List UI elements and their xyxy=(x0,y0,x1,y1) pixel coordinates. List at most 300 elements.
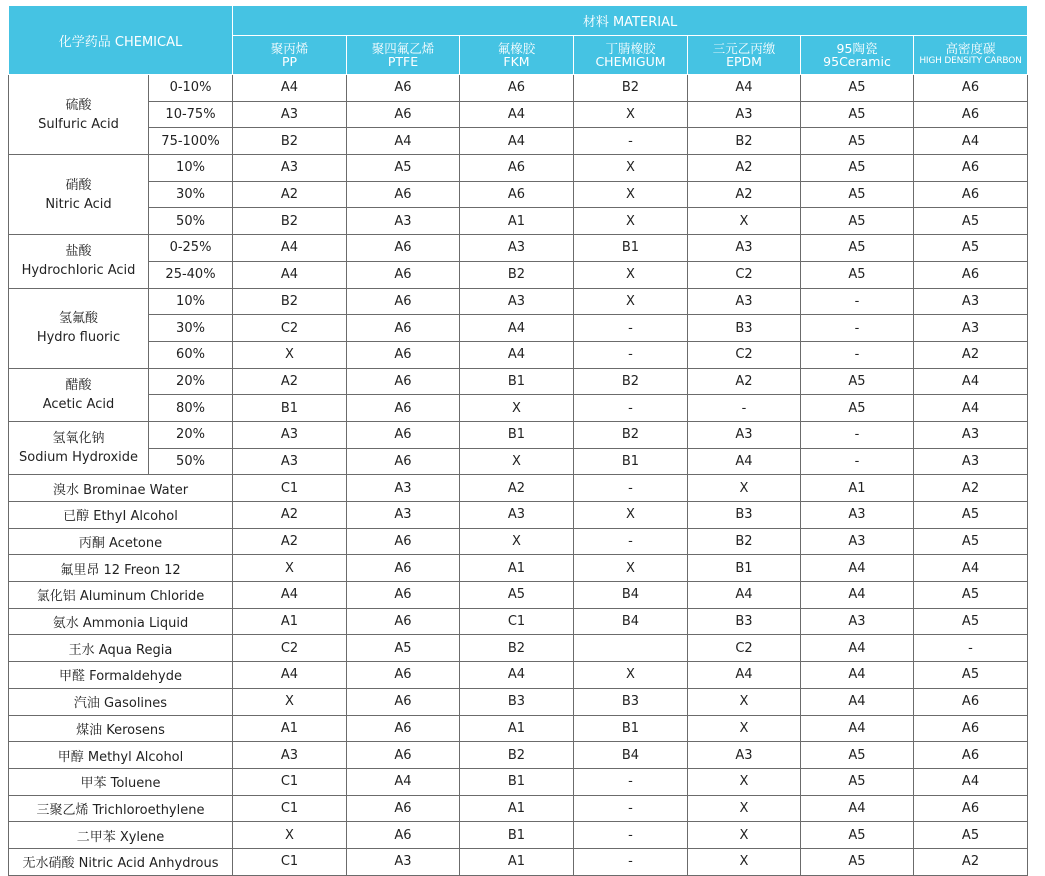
rating-cell: X xyxy=(574,288,688,315)
rating-cell: B3 xyxy=(460,688,574,715)
rating-cell: A2 xyxy=(688,181,801,208)
table-row xyxy=(9,208,1028,235)
rating-cell: X xyxy=(574,155,688,182)
rating-cell: A1 xyxy=(460,795,574,822)
table-row xyxy=(9,101,1028,128)
rating-cell: A6 xyxy=(347,528,460,555)
material-header xyxy=(688,36,801,75)
concentration-cell: 50% xyxy=(149,448,233,475)
rating-cell: B3 xyxy=(688,608,801,635)
rating-cell: A3 xyxy=(914,315,1028,342)
rating-cell: A4 xyxy=(914,395,1028,422)
material-name-cn: 聚丙烯 xyxy=(270,41,309,56)
rating-cell: C2 xyxy=(233,635,347,662)
rating-cell: A2 xyxy=(460,475,574,502)
rating-cell: A2 xyxy=(233,528,347,555)
rating-cell: C1 xyxy=(233,848,347,875)
rating-cell: A5 xyxy=(347,155,460,182)
rating-cell: A4 xyxy=(688,582,801,609)
rating-cell: B2 xyxy=(688,528,801,555)
rating-cell: A6 xyxy=(460,181,574,208)
chemical-name-cell xyxy=(9,288,149,368)
material-name-cn: 丁腈橡胶 xyxy=(605,41,656,56)
rating-cell: B1 xyxy=(233,395,347,422)
rating-cell: A6 xyxy=(914,155,1028,182)
chemical-name-cell: 甲醇 Methyl Alcohol xyxy=(9,742,233,769)
chemical-name-cell xyxy=(9,75,149,155)
rating-cell: - xyxy=(801,421,914,448)
rating-cell: X xyxy=(574,261,688,288)
rating-cell: X xyxy=(233,822,347,849)
rating-cell: C1 xyxy=(460,608,574,635)
rating-cell: A3 xyxy=(688,101,801,128)
rating-cell: A6 xyxy=(347,662,460,689)
chemical-name-en: HydrochIoric Acid xyxy=(21,263,136,279)
table-row xyxy=(9,848,1028,875)
rating-cell: A5 xyxy=(801,128,914,155)
rating-cell: A6 xyxy=(347,421,460,448)
rating-cell: B2 xyxy=(574,75,688,102)
rating-cell: A3 xyxy=(460,502,574,529)
rating-cell: A1 xyxy=(460,555,574,582)
rating-cell: A5 xyxy=(914,608,1028,635)
table-row xyxy=(9,582,1028,609)
rating-cell: C1 xyxy=(233,475,347,502)
rating-cell: B2 xyxy=(233,128,347,155)
rating-cell: - xyxy=(574,395,688,422)
rating-cell: A5 xyxy=(347,635,460,662)
rating-cell: B3 xyxy=(688,315,801,342)
rating-cell: A3 xyxy=(801,608,914,635)
rating-cell: A3 xyxy=(688,288,801,315)
rating-cell: C2 xyxy=(688,635,801,662)
material-name-en: PTFE xyxy=(387,54,419,69)
rating-cell: A4 xyxy=(688,75,801,102)
material-header xyxy=(801,36,914,75)
rating-cell: A3 xyxy=(347,208,460,235)
chemical-name-cell: 无水硝酸 Nitric Acid Anhydrous xyxy=(9,848,233,875)
rating-cell: A4 xyxy=(233,75,347,102)
rating-cell: A6 xyxy=(347,235,460,262)
rating-cell: A5 xyxy=(801,181,914,208)
table-row xyxy=(9,795,1028,822)
rating-cell: A3 xyxy=(914,448,1028,475)
rating-cell: A6 xyxy=(914,795,1028,822)
rating-cell: A1 xyxy=(460,848,574,875)
material-name-cn: 高密度碳 xyxy=(945,41,996,56)
rating-cell: A5 xyxy=(914,528,1028,555)
rating-cell: X xyxy=(574,208,688,235)
rating-cell: A2 xyxy=(688,155,801,182)
table-row xyxy=(9,662,1028,689)
rating-cell: B2 xyxy=(233,208,347,235)
rating-cell: X xyxy=(688,208,801,235)
rating-cell: A5 xyxy=(801,75,914,102)
rating-cell: A1 xyxy=(460,715,574,742)
chemical-name-en: Sulfuric Acid xyxy=(38,116,119,132)
rating-cell: A5 xyxy=(801,235,914,262)
rating-cell: A6 xyxy=(914,742,1028,769)
rating-cell: B2 xyxy=(574,368,688,395)
rating-cell: A2 xyxy=(233,368,347,395)
rating-cell: A2 xyxy=(233,502,347,529)
rating-cell: X xyxy=(574,101,688,128)
rating-cell: A5 xyxy=(801,822,914,849)
rating-cell: A4 xyxy=(914,555,1028,582)
chemical-name-cell: 甲醛 Formaldehyde xyxy=(9,662,233,689)
chemical-name-cell: 王水 Aqua Regia xyxy=(9,635,233,662)
rating-cell: A4 xyxy=(347,128,460,155)
table-row xyxy=(9,315,1028,342)
chemical-name-cn: 醋酸 xyxy=(65,377,92,393)
rating-cell: X xyxy=(460,528,574,555)
rating-cell: A3 xyxy=(233,101,347,128)
rating-cell: A6 xyxy=(347,101,460,128)
rating-cell: A5 xyxy=(914,502,1028,529)
material-header xyxy=(914,36,1028,75)
rating-cell: - xyxy=(574,528,688,555)
chemical-name-en: Acetic Acid xyxy=(42,396,115,412)
rating-cell: A6 xyxy=(347,822,460,849)
rating-cell: A6 xyxy=(347,688,460,715)
chemical-name-cell: 氯化铝 Aluminum Chloride xyxy=(9,582,233,609)
rating-cell: A4 xyxy=(233,582,347,609)
rating-cell: B2 xyxy=(460,635,574,662)
rating-cell: A6 xyxy=(347,608,460,635)
rating-cell: - xyxy=(574,315,688,342)
rating-cell: A3 xyxy=(688,235,801,262)
table-row xyxy=(9,341,1028,368)
material-header xyxy=(233,36,347,75)
concentration-cell: 30% xyxy=(149,181,233,208)
rating-cell xyxy=(574,635,688,662)
concentration-cell: 60% xyxy=(149,341,233,368)
chemical-compatibility-table-container xyxy=(8,5,1028,876)
rating-cell: A4 xyxy=(914,128,1028,155)
table-row xyxy=(9,635,1028,662)
concentration-cell: 10% xyxy=(149,155,233,182)
rating-cell: A4 xyxy=(801,555,914,582)
concentration-cell: 10-75% xyxy=(149,101,233,128)
rating-cell: A6 xyxy=(347,582,460,609)
rating-cell: A3 xyxy=(233,421,347,448)
chemical-name-cn: 硫酸 xyxy=(65,97,92,113)
rating-cell: X xyxy=(460,448,574,475)
rating-cell: A4 xyxy=(801,662,914,689)
rating-cell: A3 xyxy=(233,742,347,769)
table-row xyxy=(9,75,1028,102)
rating-cell: A5 xyxy=(801,261,914,288)
rating-cell: A3 xyxy=(347,848,460,875)
rating-cell: A4 xyxy=(801,795,914,822)
rating-cell: A5 xyxy=(801,768,914,795)
rating-cell: B1 xyxy=(688,555,801,582)
rating-cell: A6 xyxy=(460,155,574,182)
rating-cell: A2 xyxy=(688,368,801,395)
rating-cell: A4 xyxy=(801,582,914,609)
chemical-name-cell: 氟里昂 12 Freon 12 xyxy=(9,555,233,582)
chemical-name-cell: 已醇 EthyI Alcohol xyxy=(9,502,233,529)
chemical-name-cell: 二甲苯 Xylene xyxy=(9,822,233,849)
rating-cell: A4 xyxy=(801,635,914,662)
rating-cell: B1 xyxy=(574,235,688,262)
concentration-cell: 80% xyxy=(149,395,233,422)
rating-cell: A6 xyxy=(347,288,460,315)
concentration-cell: 20% xyxy=(149,368,233,395)
rating-cell: A6 xyxy=(347,341,460,368)
rating-cell: C2 xyxy=(233,315,347,342)
material-name-cn: 氟橡胶 xyxy=(497,41,536,56)
rating-cell: B4 xyxy=(574,742,688,769)
rating-cell: A5 xyxy=(801,742,914,769)
material-name-en: 95Ceramic xyxy=(823,54,891,69)
chemical-name-en: Nitric Acid xyxy=(45,196,112,212)
rating-cell: B3 xyxy=(574,688,688,715)
rating-cell: A5 xyxy=(914,582,1028,609)
concentration-cell: 30% xyxy=(149,315,233,342)
table-row xyxy=(9,608,1028,635)
rating-cell: B2 xyxy=(460,742,574,769)
rating-cell: A5 xyxy=(801,101,914,128)
rating-cell: B2 xyxy=(460,261,574,288)
rating-cell: A5 xyxy=(914,208,1028,235)
rating-cell: A6 xyxy=(347,261,460,288)
rating-cell: A2 xyxy=(914,475,1028,502)
rating-cell: X xyxy=(688,768,801,795)
table-row xyxy=(9,181,1028,208)
rating-cell: A3 xyxy=(801,502,914,529)
rating-cell: B2 xyxy=(688,128,801,155)
rating-cell: X xyxy=(688,795,801,822)
rating-cell: - xyxy=(574,848,688,875)
rating-cell: B4 xyxy=(574,608,688,635)
rating-cell: A6 xyxy=(914,261,1028,288)
chemical-name-cell: 煤油 Kerosens xyxy=(9,715,233,742)
material-name-cn: 95陶瓷 xyxy=(836,41,878,56)
table-body xyxy=(9,75,1028,876)
table-row xyxy=(9,235,1028,262)
rating-cell: A4 xyxy=(460,341,574,368)
rating-cell: X xyxy=(688,715,801,742)
rating-cell: X xyxy=(574,502,688,529)
table-row xyxy=(9,128,1028,155)
rating-cell: B4 xyxy=(574,582,688,609)
rating-cell: A6 xyxy=(347,795,460,822)
rating-cell: A5 xyxy=(914,235,1028,262)
rating-cell: A5 xyxy=(801,155,914,182)
chemical-name-cell: 甲苯 Toluene xyxy=(9,768,233,795)
rating-cell: A1 xyxy=(233,715,347,742)
table-row xyxy=(9,421,1028,448)
rating-cell: C1 xyxy=(233,768,347,795)
rating-cell: X xyxy=(233,341,347,368)
rating-cell: B1 xyxy=(460,768,574,795)
table-row xyxy=(9,528,1028,555)
rating-cell: B2 xyxy=(574,421,688,448)
chemical-name-cn: 硝酸 xyxy=(65,177,92,193)
rating-cell: A6 xyxy=(914,75,1028,102)
rating-cell: X xyxy=(688,848,801,875)
rating-cell: X xyxy=(688,475,801,502)
rating-cell: - xyxy=(574,341,688,368)
rating-cell: B2 xyxy=(233,288,347,315)
rating-cell: A4 xyxy=(914,368,1028,395)
rating-cell: C2 xyxy=(688,261,801,288)
table-row xyxy=(9,368,1028,395)
material-name-cn: 聚四氟乙烯 xyxy=(371,41,435,56)
rating-cell: A4 xyxy=(801,688,914,715)
rating-cell: A1 xyxy=(460,208,574,235)
rating-cell: X xyxy=(460,395,574,422)
table-row xyxy=(9,475,1028,502)
chemical-compatibility-table xyxy=(8,5,1028,876)
rating-cell: A4 xyxy=(233,261,347,288)
table-row xyxy=(9,155,1028,182)
chemical-name-en: Hydro fluoric xyxy=(36,330,121,346)
material-name-en: CHEMIGUM xyxy=(595,54,666,69)
material-name-en: HIGH DENSITY CARBON xyxy=(919,56,1022,66)
rating-cell: X xyxy=(574,181,688,208)
rating-cell: - xyxy=(801,288,914,315)
rating-cell: X xyxy=(233,555,347,582)
rating-cell: X xyxy=(574,555,688,582)
rating-cell: A6 xyxy=(914,715,1028,742)
rating-cell: A2 xyxy=(914,848,1028,875)
chemical-name-en: Sodium Hydroxide xyxy=(19,450,138,466)
rating-cell: A6 xyxy=(347,555,460,582)
rating-cell: A4 xyxy=(460,101,574,128)
rating-cell: A3 xyxy=(233,448,347,475)
material-name-en: EPDM xyxy=(726,54,762,69)
rating-cell: A4 xyxy=(688,448,801,475)
table-row xyxy=(9,448,1028,475)
rating-cell: C2 xyxy=(688,341,801,368)
rating-cell: A6 xyxy=(347,395,460,422)
rating-cell: A6 xyxy=(347,315,460,342)
chemical-name-cn: 氢氧化钠 xyxy=(52,431,105,447)
rating-cell: B1 xyxy=(460,822,574,849)
rating-cell: A6 xyxy=(347,448,460,475)
rating-cell: A4 xyxy=(233,662,347,689)
rating-cell: - xyxy=(574,795,688,822)
material-name-cn: 三元乙丙缴 xyxy=(712,41,776,56)
rating-cell: A2 xyxy=(914,341,1028,368)
rating-cell: - xyxy=(801,315,914,342)
chemical-name-cell: 丙酮 Acetone xyxy=(9,528,233,555)
rating-cell: A6 xyxy=(347,75,460,102)
rating-cell: A1 xyxy=(233,608,347,635)
concentration-cell: 10% xyxy=(149,288,233,315)
rating-cell: X xyxy=(574,662,688,689)
concentration-cell: 25-40% xyxy=(149,261,233,288)
material-header xyxy=(574,36,688,75)
chemical-name-cell xyxy=(9,235,149,288)
rating-cell: B3 xyxy=(688,502,801,529)
rating-cell: B1 xyxy=(574,715,688,742)
rating-cell: A5 xyxy=(801,368,914,395)
concentration-cell: 50% xyxy=(149,208,233,235)
rating-cell: B1 xyxy=(460,421,574,448)
rating-cell: - xyxy=(574,128,688,155)
rating-cell: A3 xyxy=(688,421,801,448)
rating-cell: A5 xyxy=(801,848,914,875)
rating-cell: A3 xyxy=(233,155,347,182)
rating-cell: A6 xyxy=(914,688,1028,715)
rating-cell: - xyxy=(801,341,914,368)
rating-cell: A4 xyxy=(460,315,574,342)
chemical-name-cn: 盐酸 xyxy=(65,244,92,260)
concentration-cell: 20% xyxy=(149,421,233,448)
material-name-en: PP xyxy=(281,54,298,69)
table-row xyxy=(9,688,1028,715)
rating-cell: A3 xyxy=(460,235,574,262)
rating-cell: A6 xyxy=(914,181,1028,208)
rating-cell: A3 xyxy=(347,475,460,502)
rating-cell: A6 xyxy=(914,101,1028,128)
table-row xyxy=(9,555,1028,582)
rating-cell: A6 xyxy=(347,742,460,769)
chemical-name-cell xyxy=(9,368,149,421)
rating-cell: A5 xyxy=(914,822,1028,849)
table-row xyxy=(9,288,1028,315)
table-row xyxy=(9,261,1028,288)
rating-cell: A3 xyxy=(914,421,1028,448)
table-header xyxy=(9,6,1028,75)
rating-cell: B1 xyxy=(460,368,574,395)
rating-cell: A3 xyxy=(460,288,574,315)
rating-cell: A3 xyxy=(914,288,1028,315)
chemical-name-cell xyxy=(9,421,149,474)
rating-cell: A4 xyxy=(688,662,801,689)
rating-cell: A5 xyxy=(801,208,914,235)
rating-cell: A4 xyxy=(347,768,460,795)
rating-cell: A4 xyxy=(460,662,574,689)
rating-cell: - xyxy=(574,768,688,795)
rating-cell: A3 xyxy=(801,528,914,555)
rating-cell: - xyxy=(801,448,914,475)
chemical-name-cn: 氢氟酸 xyxy=(58,311,98,327)
rating-cell: A5 xyxy=(914,662,1028,689)
rating-cell: - xyxy=(688,395,801,422)
rating-cell: - xyxy=(574,475,688,502)
rating-cell: B1 xyxy=(574,448,688,475)
material-header xyxy=(347,36,460,75)
rating-cell: A5 xyxy=(801,395,914,422)
chemical-name-cell: 汽油 Gasolines xyxy=(9,688,233,715)
table-row xyxy=(9,502,1028,529)
chemical-name-cell: 溴水 Brominae Water xyxy=(9,475,233,502)
rating-cell: X xyxy=(688,822,801,849)
rating-cell: A6 xyxy=(347,181,460,208)
rating-cell: X xyxy=(233,688,347,715)
rating-cell: A5 xyxy=(460,582,574,609)
rating-cell: A4 xyxy=(801,715,914,742)
table-row xyxy=(9,768,1028,795)
material-header xyxy=(460,36,574,75)
rating-cell: A6 xyxy=(460,75,574,102)
concentration-cell: 75-100% xyxy=(149,128,233,155)
table-row xyxy=(9,742,1028,769)
material-name-en: FKM xyxy=(503,54,530,69)
table-row xyxy=(9,822,1028,849)
rating-cell: A6 xyxy=(347,715,460,742)
rating-cell: A3 xyxy=(347,502,460,529)
table-row xyxy=(9,395,1028,422)
rating-cell: A6 xyxy=(347,368,460,395)
chemical-name-cell xyxy=(9,155,149,235)
rating-cell: A4 xyxy=(233,235,347,262)
chemical-name-cell: 氨水 Ammonia Liquid xyxy=(9,608,233,635)
